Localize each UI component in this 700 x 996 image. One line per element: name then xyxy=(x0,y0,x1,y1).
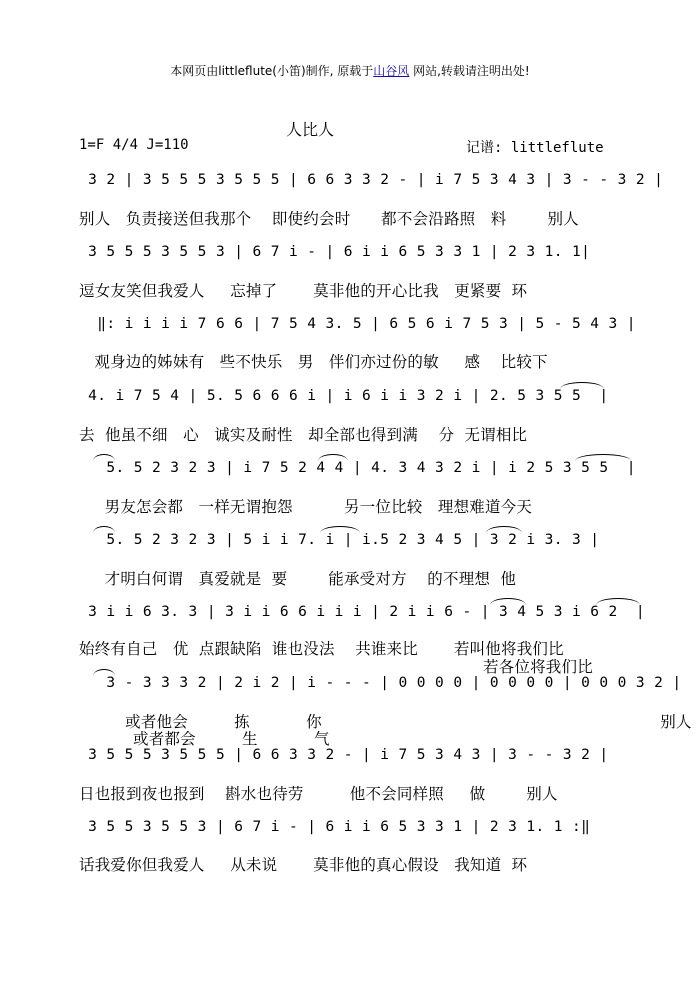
source-notice xyxy=(0,62,700,79)
notation-line-8: 3 - 3 3 3 2 | 2 i 2 | i - - - | 0 0 0 0 | 0 0 0 0 | 0 0 0 3 2 | xyxy=(79,675,682,691)
lyric-line-7: 始终有自己 优 点跟缺陷 谁也没法 共谁来比 若叫他将我们比 xyxy=(79,640,564,658)
lyric-line-7-alt: 若各位将我们比 xyxy=(483,658,593,676)
notation-line-2: 3 5 5 5 3 5 5 3 | 6 7 i - | 6 i i 6 5 3 3 1 | 2 3 1. 1| xyxy=(79,244,591,260)
lyric-line-8: 或者他会 拣 你 别人 xyxy=(79,713,692,731)
slur-mark xyxy=(320,526,360,533)
lyric-line-9: 日也报到夜也报到 斟水也待劳 他不会同样照 做 别人 xyxy=(79,785,558,803)
key-tempo: 1=F 4/4 J=110 xyxy=(79,137,189,153)
slur-mark xyxy=(318,454,348,461)
notice-prefix: 本网页由littleflute(小笛)制作, 原载于 xyxy=(170,64,374,78)
notation-line-4: 4. i 7 5 4 | 5. 5 6 6 6 i | i 6 i i 3 2 i | 2. 5 3 5 5 | xyxy=(79,388,609,404)
lyric-line-1: 别人 负责接送但我那个 即使约会时 都不会沿路照 料 别人 xyxy=(79,210,579,228)
lyric-line-4: 去 他虽不细 心 诚实及耐性 却全部也得到满 分 无谓相比 xyxy=(79,426,528,444)
lyric-line-10: 话我爱你但我爱人 从未说 莫非他的真心假设 我知道 环 xyxy=(79,856,528,874)
slur-mark xyxy=(93,454,115,461)
slur-mark xyxy=(93,526,115,533)
slur-mark xyxy=(93,669,115,676)
slur-mark xyxy=(560,382,604,389)
notation-line-1: 3 2 | 3 5 5 5 3 5 5 5 | 6 6 3 3 2 - | i 7 5 3 4 3 | 3 - - 3 2 | xyxy=(79,172,664,188)
lyric-line-5: 男友怎会都 一样无谓抱怨 另一位比较 理想难道今天 xyxy=(79,498,533,516)
transcriber-credit: 记谱: littleflute xyxy=(466,140,604,156)
lyric-line-2: 逗女友笑但我爱人 忘掉了 莫非他的开心比我 更紧要 环 xyxy=(79,282,528,300)
song-title: 人比人 xyxy=(286,120,335,139)
slur-mark xyxy=(490,598,526,605)
notation-line-6: 5. 5 2 3 2 3 | 5 i i 7. i | i.5 2 3 4 5 | 3 2 i 3. 3 | xyxy=(79,532,600,548)
lyric-line-6: 才明白何谓 真爱就是 要 能承受对方 的不理想 他 xyxy=(79,570,517,588)
notation-line-9: 3 5 5 5 3 5 5 5 | 6 6 3 3 2 - | i 7 5 3 4 3 | 3 - - 3 2 | xyxy=(79,747,609,763)
slur-mark xyxy=(596,598,640,605)
lyric-line-3: 观身边的姊妹有 些不快乐 男 伴们亦过份的敏 感 比较下 xyxy=(79,353,548,371)
lyric-line-8-alt: 或者都会 生 气 xyxy=(133,730,330,748)
notation-line-3: ‖: i i i i 7 6 6 | 7 5 4 3. 5 | 6 5 6 i 7 5 3 | 5 - 5 4 3 | xyxy=(79,316,636,332)
notation-line-5: 5. 5 2 3 2 3 | i 7 5 2 4 4 | 4. 3 4 3 2 i | i 2 5 3 5 5 | xyxy=(79,460,636,476)
slur-mark xyxy=(575,454,631,461)
slur-mark xyxy=(486,526,522,533)
site-link[interactable]: 山谷风 xyxy=(373,64,410,78)
notation-line-7: 3 i i 6 3. 3 | 3 i i 6 6 i i i | 2 i i 6 - | 3 4 5 3 i 6 2 | xyxy=(79,604,646,620)
notation-line-10: 3 5 5 3 5 5 3 | 6 7 i - | 6 i i 6 5 3 3 1 | 2 3 1. 1 :‖ xyxy=(79,819,591,835)
notice-suffix: 网站,转载请注明出处! xyxy=(409,64,530,78)
